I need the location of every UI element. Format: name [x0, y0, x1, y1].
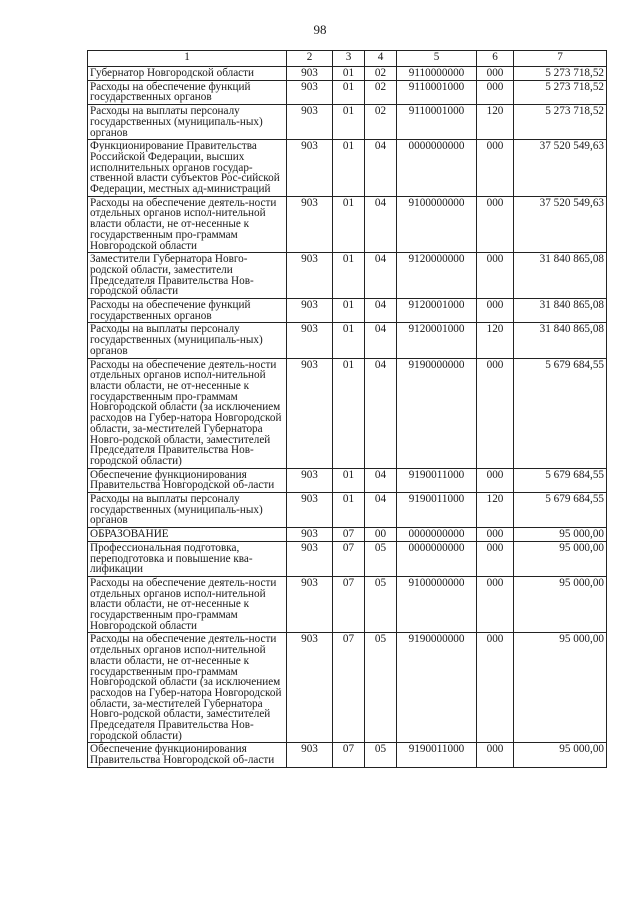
- amount: 5 679 684,55: [514, 468, 607, 492]
- target-article-code: 9190011000: [397, 743, 477, 767]
- ministry-code: 903: [287, 528, 333, 542]
- target-article-code: 9190011000: [397, 493, 477, 528]
- expense-type-code: 120: [477, 493, 514, 528]
- table-row: [88, 323, 607, 358]
- expense-type-code: 000: [477, 196, 514, 253]
- row-description: Обеспечение функционирования Правительства Новгородской об-ласти: [88, 743, 287, 767]
- expense-type-code: 000: [477, 140, 514, 197]
- expense-type-code: 000: [477, 299, 514, 323]
- table-row: [88, 67, 607, 81]
- section-code: 01: [333, 80, 365, 104]
- column-header: 6: [477, 51, 514, 67]
- subsection-code: 05: [365, 633, 397, 743]
- section-code: 01: [333, 196, 365, 253]
- section-code: 07: [333, 633, 365, 743]
- subsection-code: 02: [365, 105, 397, 140]
- row-description: Расходы на обеспечение деятель-ности отдельных органов испол-нительной власти области, не от-несенные к государственным про-граммам Новгородской области (за исключением расходов на Губер-натора Новгородской области, за-местителей Губернатора Новго-родской области, заместителей Председателя Правительства Нов-городской области): [88, 633, 287, 743]
- subsection-code: 00: [365, 528, 397, 542]
- amount: 31 840 865,08: [514, 299, 607, 323]
- amount: 37 520 549,63: [514, 140, 607, 197]
- subsection-code: 05: [365, 541, 397, 576]
- expense-type-code: 000: [477, 358, 514, 468]
- amount: 95 000,00: [514, 541, 607, 576]
- amount: 95 000,00: [514, 743, 607, 767]
- target-article-code: 0000000000: [397, 140, 477, 197]
- column-header: 7: [514, 51, 607, 67]
- section-code: 01: [333, 358, 365, 468]
- table-row: [88, 633, 607, 743]
- section-code: 01: [333, 140, 365, 197]
- section-code: 07: [333, 528, 365, 542]
- amount: 37 520 549,63: [514, 196, 607, 253]
- section-code: 01: [333, 493, 365, 528]
- row-description: Заместители Губернатора Новго-родской области, заместители Председателя Правительства Нов-городской области: [88, 253, 287, 299]
- target-article-code: 9190000000: [397, 633, 477, 743]
- section-code: 07: [333, 743, 365, 767]
- target-article-code: 9110001000: [397, 80, 477, 104]
- page-number: 98: [313, 22, 327, 37]
- section-code: 01: [333, 105, 365, 140]
- amount: 31 840 865,08: [514, 253, 607, 299]
- expense-type-code: 000: [477, 633, 514, 743]
- subsection-code: 02: [365, 80, 397, 104]
- row-description: Расходы на обеспечение функций государственных органов: [88, 80, 287, 104]
- table-row: [88, 253, 607, 299]
- target-article-code: 9100000000: [397, 576, 477, 633]
- amount: 5 273 718,52: [514, 80, 607, 104]
- ministry-code: 903: [287, 576, 333, 633]
- amount: 95 000,00: [514, 528, 607, 542]
- ministry-code: 903: [287, 541, 333, 576]
- section-code: 01: [333, 67, 365, 81]
- amount: 5 679 684,55: [514, 493, 607, 528]
- column-header: 3: [333, 51, 365, 67]
- row-description: Профессиональная подготовка, переподготовка и повышение ква-лификации: [88, 541, 287, 576]
- expense-type-code: 000: [477, 528, 514, 542]
- table-row: [88, 528, 607, 542]
- ministry-code: 903: [287, 140, 333, 197]
- expense-type-code: 000: [477, 576, 514, 633]
- ministry-code: 903: [287, 299, 333, 323]
- target-article-code: 9110001000: [397, 105, 477, 140]
- section-code: 01: [333, 253, 365, 299]
- table-row: [88, 299, 607, 323]
- table-row: [88, 576, 607, 633]
- ministry-code: 903: [287, 323, 333, 358]
- subsection-code: 04: [365, 196, 397, 253]
- expense-type-code: 000: [477, 468, 514, 492]
- expense-type-code: 120: [477, 105, 514, 140]
- target-article-code: 9190011000: [397, 468, 477, 492]
- ministry-code: 903: [287, 196, 333, 253]
- table-row: [88, 743, 607, 767]
- section-code: 07: [333, 541, 365, 576]
- expense-type-code: 000: [477, 541, 514, 576]
- row-description: Расходы на обеспечение деятель-ности отдельных органов испол-нительной власти области, не от-несенные к государственным про-граммам Новгородской области: [88, 196, 287, 253]
- budget-table: [87, 50, 607, 768]
- table-row: [88, 541, 607, 576]
- expense-type-code: 000: [477, 80, 514, 104]
- target-article-code: 0000000000: [397, 528, 477, 542]
- target-article-code: 0000000000: [397, 541, 477, 576]
- target-article-code: 9110000000: [397, 67, 477, 81]
- ministry-code: 903: [287, 468, 333, 492]
- subsection-code: 04: [365, 140, 397, 197]
- section-code: 01: [333, 468, 365, 492]
- expense-type-code: 000: [477, 743, 514, 767]
- table-row: [88, 80, 607, 104]
- subsection-code: 04: [365, 253, 397, 299]
- table-row: [88, 468, 607, 492]
- subsection-code: 04: [365, 358, 397, 468]
- target-article-code: 9120000000: [397, 253, 477, 299]
- table-row: [88, 196, 607, 253]
- table-row: [88, 358, 607, 468]
- row-description: Расходы на обеспечение деятель-ности отдельных органов испол-нительной власти области, не от-несенные к государственным про-граммам Новгородской области: [88, 576, 287, 633]
- subsection-code: 05: [365, 576, 397, 633]
- table-row: [88, 493, 607, 528]
- subsection-code: 02: [365, 67, 397, 81]
- amount: 5 273 718,52: [514, 67, 607, 81]
- expense-type-code: 120: [477, 323, 514, 358]
- subsection-code: 04: [365, 323, 397, 358]
- column-header-row: [88, 51, 607, 67]
- ministry-code: 903: [287, 358, 333, 468]
- target-article-code: 9190000000: [397, 358, 477, 468]
- row-description: Расходы на выплаты персоналу государственных (муниципаль-ных) органов: [88, 493, 287, 528]
- ministry-code: 903: [287, 493, 333, 528]
- amount: 31 840 865,08: [514, 323, 607, 358]
- column-header: 1: [88, 51, 287, 67]
- ministry-code: 903: [287, 633, 333, 743]
- column-header: 5: [397, 51, 477, 67]
- ministry-code: 903: [287, 253, 333, 299]
- subsection-code: 04: [365, 493, 397, 528]
- ministry-code: 903: [287, 743, 333, 767]
- ministry-code: 903: [287, 105, 333, 140]
- section-code: 01: [333, 299, 365, 323]
- row-description: Губернатор Новгородской области: [88, 67, 287, 81]
- row-description: ОБРАЗОВАНИЕ: [88, 528, 287, 542]
- expense-type-code: 000: [477, 253, 514, 299]
- target-article-code: 9100000000: [397, 196, 477, 253]
- column-header: 2: [287, 51, 333, 67]
- row-description: Расходы на обеспечение функций государственных органов: [88, 299, 287, 323]
- target-article-code: 9120001000: [397, 299, 477, 323]
- expense-type-code: 000: [477, 67, 514, 81]
- table-row: [88, 105, 607, 140]
- section-code: 01: [333, 323, 365, 358]
- row-description: Расходы на выплаты персоналу государственных (муниципаль-ных) органов: [88, 323, 287, 358]
- column-header: 4: [365, 51, 397, 67]
- section-code: 07: [333, 576, 365, 633]
- ministry-code: 903: [287, 80, 333, 104]
- row-description: Обеспечение функционирования Правительства Новгородской об-ласти: [88, 468, 287, 492]
- row-description: Расходы на обеспечение деятель-ности отдельных органов испол-нительной власти области, не от-несенные к государственным про-граммам Новгородской области (за исключением расходов на Губер-натора Новгородской области, за-местителей Губернатора Новго-родской области, заместителей Председателя Правительства Нов-городской области): [88, 358, 287, 468]
- subsection-code: 05: [365, 743, 397, 767]
- row-description: Расходы на выплаты персоналу государственных (муниципаль-ных) органов: [88, 105, 287, 140]
- row-description: Функционирование Правительства Российской Федерации, высших исполнительных органов государ-ственной власти субъектов Рос-сийской Федерации, местных ад-министраций: [88, 140, 287, 197]
- amount: 95 000,00: [514, 576, 607, 633]
- table-row: [88, 140, 607, 197]
- amount: 5 273 718,52: [514, 105, 607, 140]
- amount: 5 679 684,55: [514, 358, 607, 468]
- amount: 95 000,00: [514, 633, 607, 743]
- ministry-code: 903: [287, 67, 333, 81]
- subsection-code: 04: [365, 468, 397, 492]
- target-article-code: 9120001000: [397, 323, 477, 358]
- subsection-code: 04: [365, 299, 397, 323]
